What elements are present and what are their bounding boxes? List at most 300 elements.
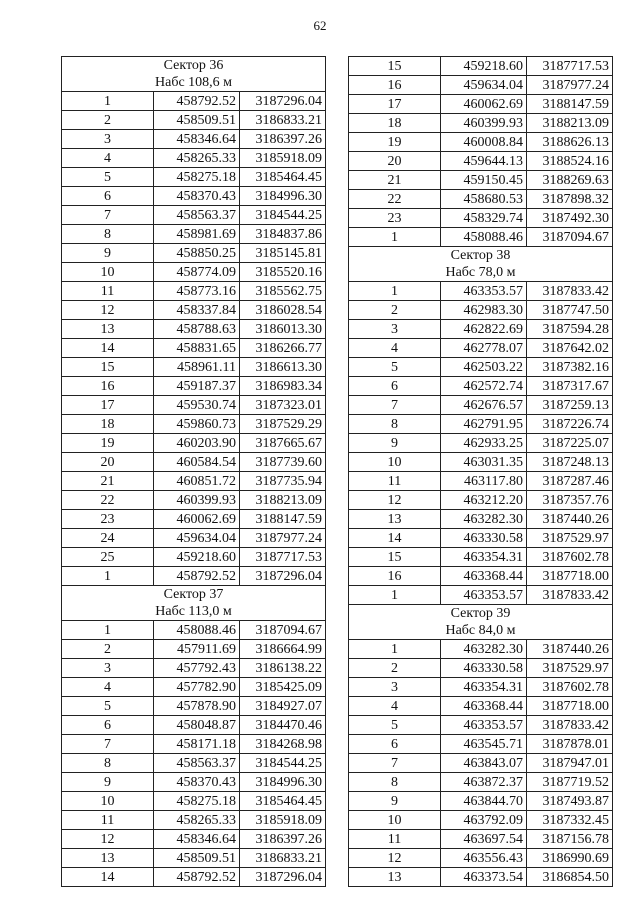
sector-height-row [349, 264, 613, 282]
coordinate-y: 3185520.16 [240, 263, 326, 282]
sector-title-row [62, 586, 326, 604]
coordinate-x: 463353.57 [441, 716, 527, 735]
coordinate-y: 3185464.45 [240, 792, 326, 811]
point-number: 14 [62, 868, 154, 887]
table-row [349, 678, 613, 697]
table-row [349, 811, 613, 830]
coordinate-x: 463282.30 [441, 640, 527, 659]
coordinate-y: 3187094.67 [240, 621, 326, 640]
point-number: 2 [349, 301, 441, 320]
coordinate-y: 3187529.29 [240, 415, 326, 434]
point-number: 3 [349, 320, 441, 339]
table-row [349, 548, 613, 567]
coordinate-y: 3187529.97 [527, 529, 613, 548]
coordinate-y: 3185425.09 [240, 678, 326, 697]
table-row [349, 415, 613, 434]
coordinate-y: 3187332.45 [527, 811, 613, 830]
coordinate-x: 462778.07 [441, 339, 527, 358]
point-number: 18 [349, 114, 441, 133]
table-row [62, 206, 326, 225]
point-number: 9 [62, 773, 154, 792]
point-number: 4 [349, 697, 441, 716]
table-row [349, 792, 613, 811]
table-row [62, 510, 326, 529]
point-number: 8 [62, 754, 154, 773]
point-number: 21 [349, 171, 441, 190]
point-number: 19 [349, 133, 441, 152]
coordinate-y: 3186613.30 [240, 358, 326, 377]
table-row [62, 244, 326, 263]
table-row [62, 697, 326, 716]
point-number: 16 [349, 567, 441, 586]
sector-height-row [62, 603, 326, 621]
table-row [349, 358, 613, 377]
point-number: 23 [62, 510, 154, 529]
coordinate-x: 463031.35 [441, 453, 527, 472]
point-number: 14 [62, 339, 154, 358]
point-number: 1 [62, 92, 154, 111]
point-number: 1 [349, 586, 441, 605]
table-row [349, 320, 613, 339]
table-row [62, 640, 326, 659]
table-row [62, 358, 326, 377]
table-row [62, 735, 326, 754]
point-number: 5 [62, 697, 154, 716]
coordinate-y: 3184544.25 [240, 206, 326, 225]
coordinate-x: 463330.58 [441, 529, 527, 548]
table-row [349, 659, 613, 678]
table-row [349, 510, 613, 529]
coordinate-y: 3187225.07 [527, 434, 613, 453]
coordinate-y: 3186266.77 [240, 339, 326, 358]
point-number: 1 [62, 621, 154, 640]
coordinate-y: 3187833.42 [527, 716, 613, 735]
coordinate-y: 3187878.01 [527, 735, 613, 754]
point-number: 24 [62, 529, 154, 548]
point-number: 2 [349, 659, 441, 678]
coordinate-y: 3186990.69 [527, 849, 613, 868]
coordinate-x: 459634.04 [441, 76, 527, 95]
table-row [349, 773, 613, 792]
point-number: 10 [62, 792, 154, 811]
coordinate-y: 3187156.78 [527, 830, 613, 849]
point-number: 11 [349, 472, 441, 491]
coordinate-x: 460008.84 [441, 133, 527, 152]
coordinate-y: 3187287.46 [527, 472, 613, 491]
point-number: 9 [62, 244, 154, 263]
table-row [349, 282, 613, 301]
point-number: 15 [62, 358, 154, 377]
coordinate-x: 458275.18 [154, 168, 240, 187]
coordinate-y: 3188626.13 [527, 133, 613, 152]
coordinate-x: 462822.69 [441, 320, 527, 339]
coordinate-y: 3187665.67 [240, 434, 326, 453]
coordinate-y: 3187440.26 [527, 640, 613, 659]
sector-height-row [349, 622, 613, 640]
table-row [62, 792, 326, 811]
coordinate-x: 458831.65 [154, 339, 240, 358]
point-number: 16 [62, 377, 154, 396]
coordinate-x: 463212.20 [441, 491, 527, 510]
point-number: 23 [349, 209, 441, 228]
coordinate-x: 458792.52 [154, 567, 240, 586]
point-number: 3 [62, 130, 154, 149]
coordinate-y: 3187898.32 [527, 190, 613, 209]
coordinate-x: 459530.74 [154, 396, 240, 415]
coordinate-y: 3184837.86 [240, 225, 326, 244]
coordinate-y: 3187296.04 [240, 92, 326, 111]
coordinate-y: 3187642.02 [527, 339, 613, 358]
table-row [349, 586, 613, 605]
table-row [62, 282, 326, 301]
coordinate-x: 462791.95 [441, 415, 527, 434]
point-number: 18 [62, 415, 154, 434]
coordinate-y: 3185918.09 [240, 149, 326, 168]
point-number: 9 [349, 434, 441, 453]
table-row [62, 659, 326, 678]
coordinate-x: 458337.84 [154, 301, 240, 320]
point-number: 6 [62, 716, 154, 735]
point-number: 5 [62, 168, 154, 187]
coordinate-y: 3187717.53 [527, 57, 613, 76]
coordinate-y: 3186854.50 [527, 868, 613, 887]
coordinate-y: 3187947.01 [527, 754, 613, 773]
sector-title-row [62, 57, 326, 75]
table-row [349, 849, 613, 868]
point-number: 6 [62, 187, 154, 206]
coordinate-x: 463556.43 [441, 849, 527, 868]
sector-title: Сектор 36 [62, 57, 326, 75]
coordinate-x: 460203.90 [154, 434, 240, 453]
point-number: 20 [62, 453, 154, 472]
coordinate-y: 3185464.45 [240, 168, 326, 187]
coordinate-x: 458981.69 [154, 225, 240, 244]
coordinate-y: 3187718.00 [527, 567, 613, 586]
coordinate-x: 458088.46 [154, 621, 240, 640]
coordinate-x: 463368.44 [441, 567, 527, 586]
point-number: 4 [349, 339, 441, 358]
coordinate-x: 458370.43 [154, 773, 240, 792]
coordinate-x: 460851.72 [154, 472, 240, 491]
table-row [62, 339, 326, 358]
coordinate-x: 458563.37 [154, 754, 240, 773]
coordinate-x: 459644.13 [441, 152, 527, 171]
table-row [62, 453, 326, 472]
table-row [62, 830, 326, 849]
table-row [349, 396, 613, 415]
table-row [62, 111, 326, 130]
coordinate-x: 463373.54 [441, 868, 527, 887]
coordinate-y: 3188213.09 [527, 114, 613, 133]
coordinate-x: 458792.52 [154, 868, 240, 887]
coordinate-y: 3187296.04 [240, 868, 326, 887]
coordinate-y: 3187718.00 [527, 697, 613, 716]
coordinate-x: 458346.64 [154, 130, 240, 149]
table-row [62, 567, 326, 586]
table-row [349, 567, 613, 586]
point-number: 4 [62, 678, 154, 697]
coordinate-y: 3186664.99 [240, 640, 326, 659]
coordinate-y: 3184470.46 [240, 716, 326, 735]
coordinate-x: 458275.18 [154, 792, 240, 811]
table-row [349, 491, 613, 510]
coordinate-x: 463353.57 [441, 586, 527, 605]
table-row [349, 171, 613, 190]
coordinate-y: 3187493.87 [527, 792, 613, 811]
coordinate-x: 463792.09 [441, 811, 527, 830]
coordinate-x: 457878.90 [154, 697, 240, 716]
point-number: 10 [349, 453, 441, 472]
table-row [349, 152, 613, 171]
table-row [349, 114, 613, 133]
table-row [349, 830, 613, 849]
point-number: 13 [349, 868, 441, 887]
coordinate-x: 457911.69 [154, 640, 240, 659]
table-row [62, 434, 326, 453]
coordinate-x: 458346.64 [154, 830, 240, 849]
table-row [349, 209, 613, 228]
table-row [62, 491, 326, 510]
coordinate-x: 458563.37 [154, 206, 240, 225]
coordinate-x: 459187.37 [154, 377, 240, 396]
point-number: 8 [349, 773, 441, 792]
coordinate-x: 458171.18 [154, 735, 240, 754]
coordinate-x: 458088.46 [441, 228, 527, 247]
point-number: 14 [349, 529, 441, 548]
point-number: 15 [349, 57, 441, 76]
coordinate-y: 3187602.78 [527, 678, 613, 697]
table-row [349, 301, 613, 320]
coordinate-x: 460062.69 [441, 95, 527, 114]
point-number: 13 [62, 320, 154, 339]
table-row [62, 301, 326, 320]
coordinate-x: 460399.93 [441, 114, 527, 133]
table-row [62, 849, 326, 868]
point-number: 6 [349, 377, 441, 396]
coordinate-y: 3186397.26 [240, 830, 326, 849]
coordinate-x: 458680.53 [441, 190, 527, 209]
table-row [62, 548, 326, 567]
table-row [62, 811, 326, 830]
table-row [62, 678, 326, 697]
table-row [62, 773, 326, 792]
coordinate-x: 458773.16 [154, 282, 240, 301]
coordinate-y: 3187529.97 [527, 659, 613, 678]
point-number: 11 [62, 811, 154, 830]
point-number: 7 [62, 735, 154, 754]
coordinate-x: 458370.43 [154, 187, 240, 206]
table-row [349, 76, 613, 95]
coordinate-x: 459218.60 [154, 548, 240, 567]
table-row [349, 697, 613, 716]
point-number: 13 [349, 510, 441, 529]
coordinate-y: 3188269.63 [527, 171, 613, 190]
coordinate-y: 3188147.59 [527, 95, 613, 114]
table-row [62, 472, 326, 491]
coordinate-x: 458788.63 [154, 320, 240, 339]
coordinate-y: 3187833.42 [527, 586, 613, 605]
coordinate-y: 3187248.13 [527, 453, 613, 472]
point-number: 17 [62, 396, 154, 415]
table-body-left [62, 57, 326, 887]
table-row [349, 57, 613, 76]
point-number: 22 [62, 491, 154, 510]
point-number: 6 [349, 735, 441, 754]
point-number: 11 [62, 282, 154, 301]
table-row [349, 754, 613, 773]
coordinate-y: 3184996.30 [240, 187, 326, 206]
coordinate-x: 459218.60 [441, 57, 527, 76]
table-row [349, 190, 613, 209]
point-number: 5 [349, 716, 441, 735]
point-number: 9 [349, 792, 441, 811]
point-number: 1 [62, 567, 154, 586]
table-row [62, 168, 326, 187]
coordinate-x: 460062.69 [154, 510, 240, 529]
table-row [62, 187, 326, 206]
table-row [349, 434, 613, 453]
coordinate-y: 3187259.13 [527, 396, 613, 415]
table-row [62, 377, 326, 396]
point-number: 1 [349, 228, 441, 247]
point-number: 5 [349, 358, 441, 377]
coordinate-y: 3187226.74 [527, 415, 613, 434]
coordinate-y: 3186833.21 [240, 111, 326, 130]
coordinate-x: 458509.51 [154, 849, 240, 868]
coordinate-y: 3185145.81 [240, 244, 326, 263]
point-number: 12 [62, 301, 154, 320]
coordinate-y: 3187833.42 [527, 282, 613, 301]
coordinate-y: 3187602.78 [527, 548, 613, 567]
table-row [349, 377, 613, 396]
coordinate-x: 458850.25 [154, 244, 240, 263]
table-row [62, 92, 326, 111]
coordinate-x: 459634.04 [154, 529, 240, 548]
table-row [62, 754, 326, 773]
sector-height: Набс 113,0 м [62, 603, 326, 621]
coordinate-x: 463354.31 [441, 548, 527, 567]
point-number: 12 [62, 830, 154, 849]
coordinate-x: 462503.22 [441, 358, 527, 377]
coordinate-x: 458265.33 [154, 811, 240, 830]
sector-title: Сектор 37 [62, 586, 326, 604]
coordinate-y: 3186028.54 [240, 301, 326, 320]
coordinate-x: 463545.71 [441, 735, 527, 754]
coordinate-y: 3187317.67 [527, 377, 613, 396]
coordinate-x: 458509.51 [154, 111, 240, 130]
point-number: 16 [349, 76, 441, 95]
table-row [349, 868, 613, 887]
table-row [62, 225, 326, 244]
coordinate-y: 3187296.04 [240, 567, 326, 586]
table-row [62, 529, 326, 548]
table-row [349, 472, 613, 491]
coordinate-y: 3187719.52 [527, 773, 613, 792]
point-number: 10 [62, 263, 154, 282]
table-row [349, 453, 613, 472]
point-number: 10 [349, 811, 441, 830]
point-number: 8 [349, 415, 441, 434]
table-row [349, 716, 613, 735]
coordinate-y: 3188524.16 [527, 152, 613, 171]
coordinate-x: 462572.74 [441, 377, 527, 396]
point-number: 3 [349, 678, 441, 697]
coordinate-x: 458329.74 [441, 209, 527, 228]
coordinate-x: 458961.11 [154, 358, 240, 377]
sector-title: Сектор 38 [349, 247, 613, 265]
table-row [62, 716, 326, 735]
table-row [62, 320, 326, 339]
coordinate-y: 3186397.26 [240, 130, 326, 149]
point-number: 15 [349, 548, 441, 567]
point-number: 19 [62, 434, 154, 453]
table-row [349, 339, 613, 358]
coordinate-x: 463282.30 [441, 510, 527, 529]
coordinate-y: 3188147.59 [240, 510, 326, 529]
table-row [62, 415, 326, 434]
point-number: 12 [349, 849, 441, 868]
table-row [349, 228, 613, 247]
table-row [349, 640, 613, 659]
point-number: 7 [349, 396, 441, 415]
point-number: 21 [62, 472, 154, 491]
coordinate-y: 3188213.09 [240, 491, 326, 510]
coordinate-x: 463330.58 [441, 659, 527, 678]
coordinate-y: 3184996.30 [240, 773, 326, 792]
point-number: 1 [349, 282, 441, 301]
sector-height: Набс 78,0 м [349, 264, 613, 282]
table-body-right [349, 57, 613, 887]
coordinates-table-left [61, 56, 326, 887]
coordinate-x: 463354.31 [441, 678, 527, 697]
coordinate-x: 463843.07 [441, 754, 527, 773]
coordinate-y: 3187492.30 [527, 209, 613, 228]
point-number: 25 [62, 548, 154, 567]
sector-height-row [62, 74, 326, 92]
coordinate-y: 3184268.98 [240, 735, 326, 754]
coordinate-y: 3187440.26 [527, 510, 613, 529]
coordinate-x: 457792.43 [154, 659, 240, 678]
point-number: 1 [349, 640, 441, 659]
point-number: 11 [349, 830, 441, 849]
table-row [349, 735, 613, 754]
coordinate-y: 3187323.01 [240, 396, 326, 415]
point-number: 17 [349, 95, 441, 114]
table-row [62, 396, 326, 415]
coordinate-x: 458048.87 [154, 716, 240, 735]
point-number: 3 [62, 659, 154, 678]
table-row [62, 263, 326, 282]
point-number: 13 [62, 849, 154, 868]
coordinate-y: 3184927.07 [240, 697, 326, 716]
sector-title: Сектор 39 [349, 605, 613, 623]
coordinate-y: 3185562.75 [240, 282, 326, 301]
table-row [349, 133, 613, 152]
coordinate-y: 3187977.24 [527, 76, 613, 95]
table-row [349, 529, 613, 548]
coordinate-y: 3187747.50 [527, 301, 613, 320]
coordinates-table-right [348, 56, 613, 887]
coordinate-x: 463117.80 [441, 472, 527, 491]
coordinate-y: 3187594.28 [527, 320, 613, 339]
table-row [62, 149, 326, 168]
coordinate-y: 3186138.22 [240, 659, 326, 678]
table-row [349, 95, 613, 114]
coordinate-x: 462933.25 [441, 434, 527, 453]
sector-height: Набс 84,0 м [349, 622, 613, 640]
coordinate-x: 463872.37 [441, 773, 527, 792]
coordinate-y: 3187977.24 [240, 529, 326, 548]
